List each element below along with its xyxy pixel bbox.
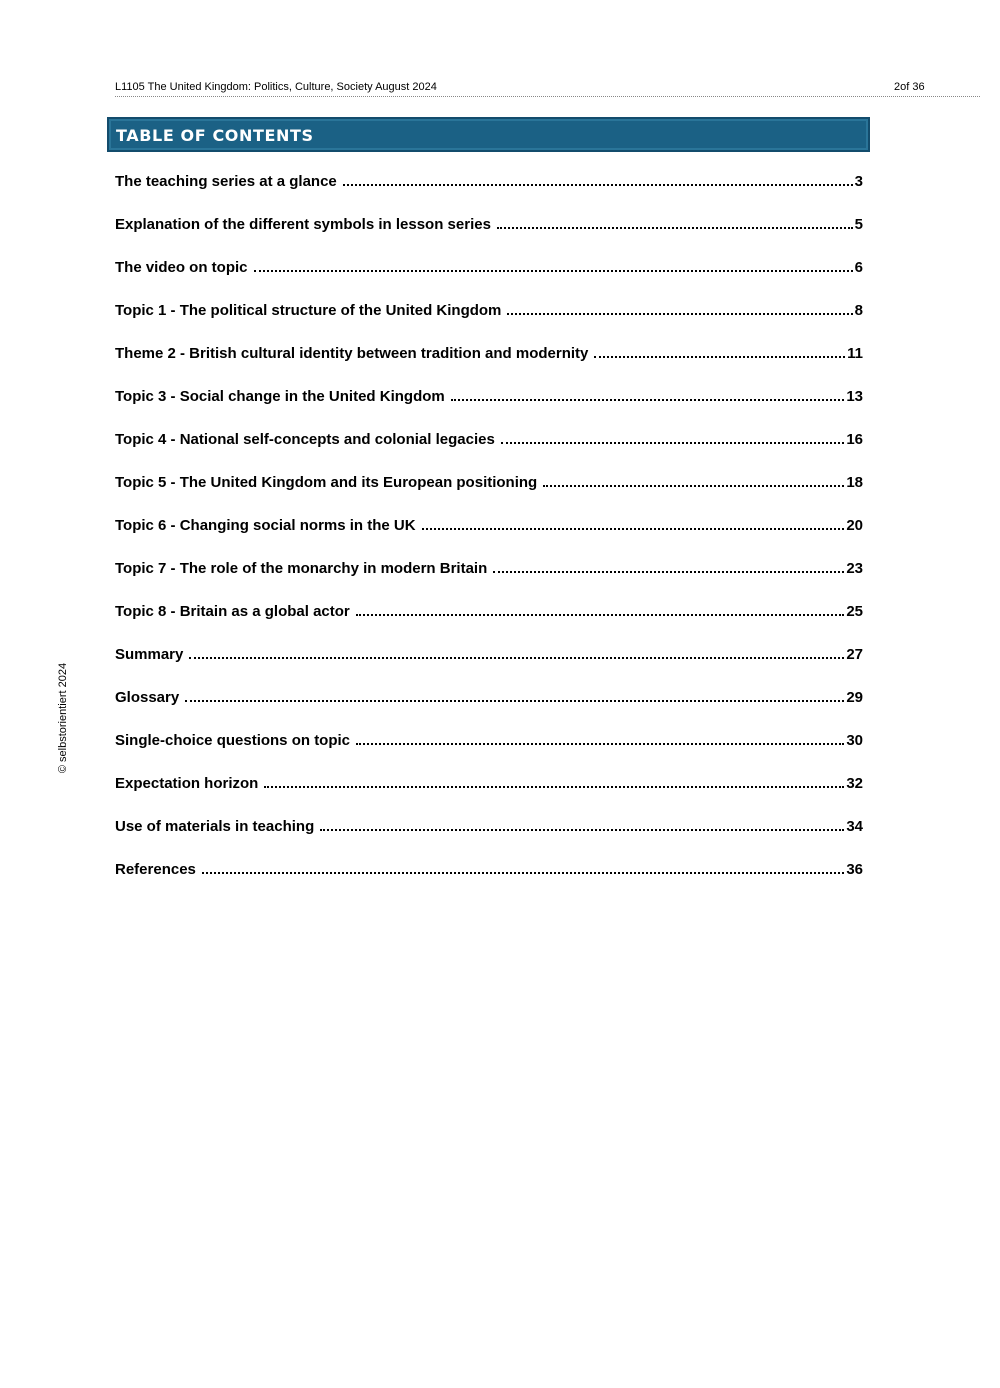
toc-dot-leader xyxy=(422,528,845,530)
toc-entry-text: Topic 3 - Social change in the United Kingdom xyxy=(115,388,445,405)
toc-entry[interactable] xyxy=(115,645,863,688)
toc-entry[interactable] xyxy=(115,731,863,774)
toc-dot-leader xyxy=(493,571,844,573)
toc-dot-leader xyxy=(320,829,844,831)
toc-dot-leader xyxy=(254,270,853,272)
toc-entry-page: 13 xyxy=(846,388,863,405)
toc-entry-text: Topic 4 - National self-concepts and colonial legacies xyxy=(115,431,495,448)
toc-entry[interactable] xyxy=(115,258,863,301)
toc-entry[interactable] xyxy=(115,430,863,473)
toc-dot-leader xyxy=(185,700,844,702)
toc-heading-banner xyxy=(107,117,870,152)
toc-entry[interactable] xyxy=(115,172,863,215)
toc-entry-page: 27 xyxy=(846,646,863,663)
toc-entry[interactable] xyxy=(115,215,863,258)
toc-entry-page: 5 xyxy=(854,216,863,233)
toc-entry-text: Topic 1 - The political structure of the United Kingdom xyxy=(115,302,502,319)
page-header xyxy=(115,80,980,97)
toc-entry-text: Use of materials in teaching xyxy=(115,818,315,835)
toc-entry-text: Expectation horizon xyxy=(115,775,259,792)
toc-entry[interactable] xyxy=(115,688,863,731)
toc-dot-leader xyxy=(543,485,844,487)
toc-entry-text: Explanation of the different symbols in lesson series xyxy=(115,216,491,233)
toc-entry-page: 11 xyxy=(847,345,863,362)
toc-dot-leader xyxy=(594,356,845,358)
toc-entry-text: Topic 5 - The United Kingdom and its European positioning xyxy=(115,474,538,491)
toc-entry-text: References xyxy=(115,861,196,878)
document-title: L1105 The United Kingdom: Politics, Culture, Society August 2024 xyxy=(115,81,437,93)
toc-entry[interactable] xyxy=(115,602,863,645)
toc-entry[interactable] xyxy=(115,473,863,516)
toc-entry-page: 30 xyxy=(846,732,863,749)
toc-entry-page: 34 xyxy=(846,818,863,835)
toc-list xyxy=(115,172,863,903)
toc-dot-leader xyxy=(501,442,845,444)
toc-title: TABLE OF CONTENTS xyxy=(116,126,314,145)
toc-entry-text: Summary xyxy=(115,646,184,663)
toc-entry-text: Topic 6 - Changing social norms in the UK xyxy=(115,517,416,534)
toc-entry[interactable] xyxy=(115,344,863,387)
toc-entry-page: 23 xyxy=(846,560,863,577)
copyright-notice: © selbstorientiert 2024 xyxy=(57,662,69,774)
toc-entry-text: Single-choice questions on topic xyxy=(115,732,351,749)
toc-entry-page: 16 xyxy=(846,431,863,448)
toc-dot-leader xyxy=(356,614,845,616)
toc-dot-leader xyxy=(189,657,844,659)
toc-entry-page: 8 xyxy=(854,302,863,319)
toc-dot-leader xyxy=(343,184,853,186)
toc-dot-leader xyxy=(356,743,844,745)
toc-entry-text: Topic 7 - The role of the monarchy in modern Britain xyxy=(115,560,488,577)
toc-entry[interactable] xyxy=(115,860,863,903)
toc-dot-leader xyxy=(507,313,852,315)
toc-entry-page: 36 xyxy=(846,861,863,878)
toc-entry[interactable] xyxy=(115,301,863,344)
toc-entry-page: 20 xyxy=(846,517,863,534)
toc-entry[interactable] xyxy=(115,817,863,860)
toc-entry-page: 18 xyxy=(846,474,863,491)
toc-entry[interactable] xyxy=(115,387,863,430)
toc-entry[interactable] xyxy=(115,559,863,602)
toc-dot-leader xyxy=(451,399,845,401)
toc-entry-text: The teaching series at a glance xyxy=(115,173,337,190)
toc-dot-leader xyxy=(202,872,844,874)
toc-entry[interactable] xyxy=(115,516,863,559)
page-indicator: 2of 36 xyxy=(894,81,925,93)
toc-entry-text: The video on topic xyxy=(115,259,248,276)
toc-dot-leader xyxy=(497,227,853,229)
toc-entry-page: 32 xyxy=(846,775,863,792)
toc-entry-page: 29 xyxy=(846,689,863,706)
toc-dot-leader xyxy=(264,786,844,788)
toc-entry-page: 3 xyxy=(854,173,863,190)
toc-entry-page: 6 xyxy=(854,259,863,276)
toc-entry[interactable] xyxy=(115,774,863,817)
toc-entry-page: 25 xyxy=(846,603,863,620)
toc-entry-text: Theme 2 - British cultural identity between tradition and modernity xyxy=(115,345,589,362)
toc-entry-text: Topic 8 - Britain as a global actor xyxy=(115,603,350,620)
toc-entry-text: Glossary xyxy=(115,689,180,706)
